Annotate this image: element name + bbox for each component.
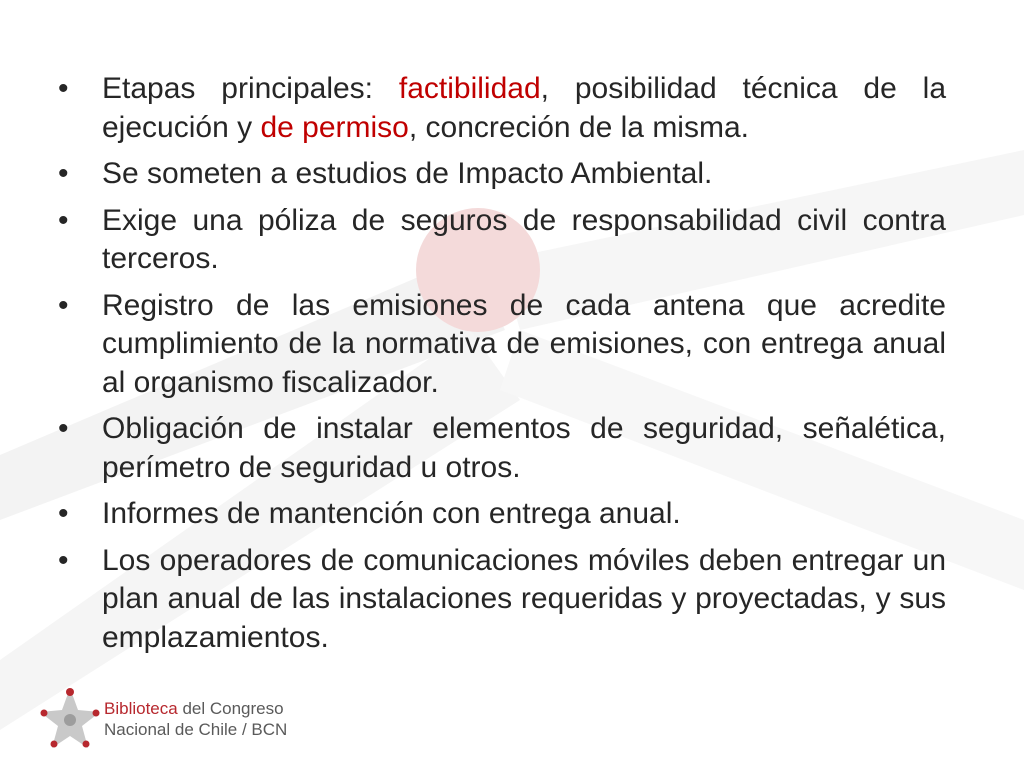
bullet-list [58,70,946,657]
logo-wordmark [104,698,287,740]
logo-line-1 [104,698,287,719]
highlighted-term: de permiso [260,110,409,144]
bullet-marker: • [58,157,69,190]
bullet-item [58,410,946,487]
bullet-marker: • [58,497,69,530]
bullet-marker: • [58,203,69,237]
bullet-text: Exige una póliza de seguros de responsabilidad civil contra terceros. [102,203,946,275]
bullet-text: Registro de las emisiones de cada antena que acredite cumplimiento de la normativa de emisiones, con entrega anual al organismo fiscalizador. [102,288,946,399]
bullet-marker: • [58,412,69,445]
bcn-logo [40,686,300,756]
bullet-text: Se someten a estudios de Impacto Ambiental. [102,157,713,190]
highlighted-term: factibilidad [398,72,541,105]
bullet-text: Informes de mantención con entrega anual. [102,497,681,530]
bullet-marker: • [58,543,69,577]
bullet-text: Etapas principales: [102,72,399,105]
slide-content [58,70,946,665]
bullet-item [58,155,946,194]
bullet-item [58,542,946,658]
bullet-text: , concreción de la misma. [408,110,749,144]
bullet-item [58,202,946,279]
logo-line-2: Nacional de Chile / BCN [104,720,288,739]
logo-line-1-rest: del Congreso [177,699,284,718]
bullet-item [58,70,946,147]
bullet-text: Los operadores de comunicaciones móviles deben entregar un plan anual de las instalaciones requeridas y proyectadas, y sus emplazamientos. [102,543,946,654]
bullet-marker: • [58,288,69,322]
logo-brand: Biblioteca [104,699,178,718]
bullet-marker: • [58,72,69,105]
bullet-text: Obligación de instalar elementos de seguridad, señalética, perímetro de seguridad u otros. [102,412,946,484]
bullet-item [58,287,946,403]
bullet-text: , posibilidad técnica de la ejecución y [102,72,947,144]
star-network-icon [40,686,100,750]
bullet-item [58,495,946,534]
